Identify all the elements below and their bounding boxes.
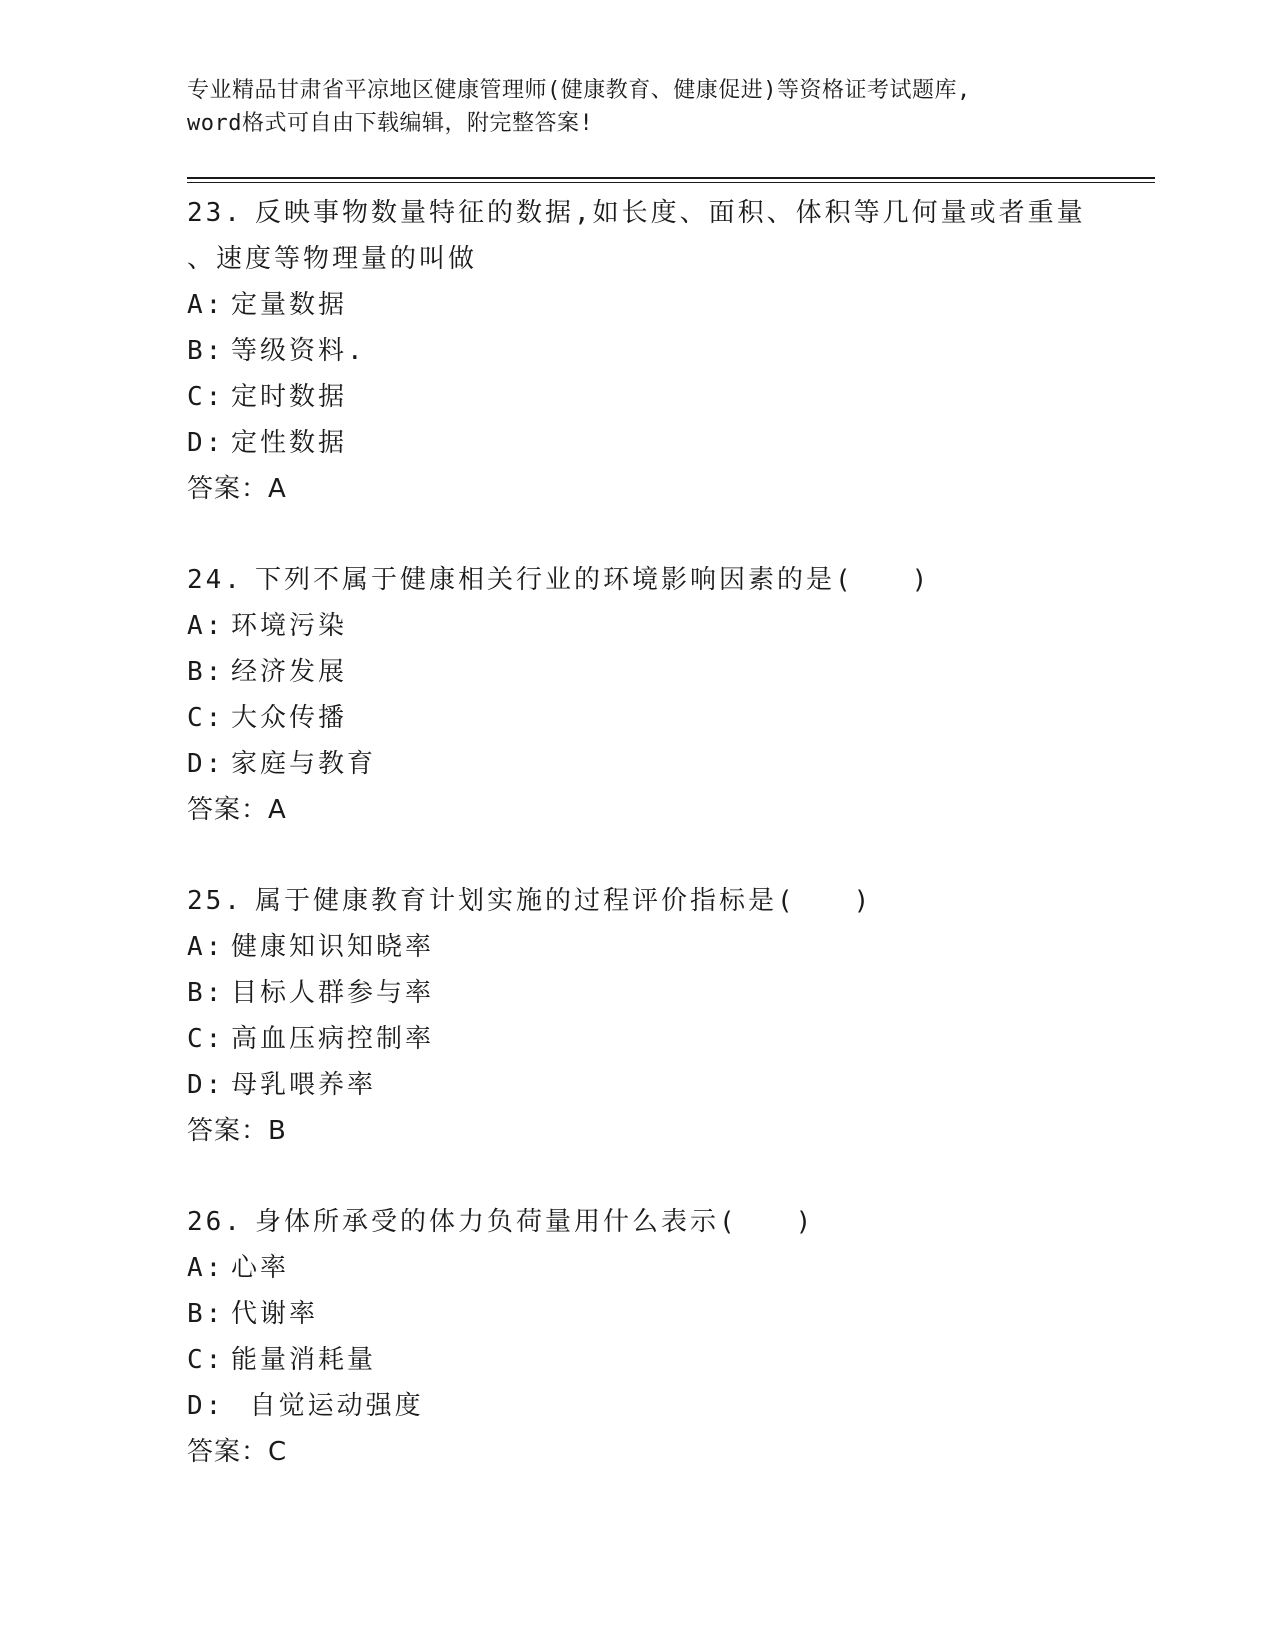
option-text: 高血压病控制率: [231, 1024, 435, 1054]
option-b: [187, 1291, 1155, 1337]
answer-label: 答案：: [187, 795, 269, 825]
option-letter: A:: [187, 1253, 225, 1283]
question-stem-line-2: 、速度等物理量的叫做: [187, 244, 478, 274]
question-number: 23.: [187, 198, 243, 228]
option-text: 经济发展: [231, 657, 348, 687]
answer-line: [187, 1429, 1155, 1475]
option-text: 环境污染: [231, 611, 348, 641]
option-letter: B:: [187, 1299, 225, 1329]
option-letter: B:: [187, 336, 225, 366]
option-a: [187, 924, 1155, 970]
question-list: [187, 190, 1155, 1520]
question-23: [187, 190, 1155, 512]
option-text: 健康知识知晓率: [231, 932, 435, 962]
document-header: [187, 74, 1087, 140]
option-text: 家庭与教育: [231, 749, 377, 779]
option-text: 定量数据: [231, 290, 348, 320]
option-text: 目标人群参与率: [231, 978, 435, 1008]
option-text: 代谢率: [231, 1299, 319, 1329]
option-d: [187, 1383, 1155, 1429]
answer-value: A: [268, 474, 287, 504]
option-d: [187, 741, 1155, 787]
option-letter: C:: [187, 382, 225, 412]
option-d: [187, 1062, 1155, 1108]
option-letter: B:: [187, 978, 225, 1008]
question-text: [187, 878, 1155, 924]
question-stem-line-1: 身体所承受的体力负荷量用什么表示( ): [254, 1207, 815, 1237]
question-26: [187, 1199, 1155, 1475]
option-a: [187, 282, 1155, 328]
question-stem-line-1: 反映事物数量特征的数据,如长度、面积、体积等几何量或者重量: [254, 198, 1086, 228]
option-text: 定时数据: [231, 382, 348, 412]
option-letter: D:: [187, 428, 225, 458]
option-letter: C:: [187, 1024, 225, 1054]
answer-label: 答案：: [187, 474, 269, 504]
option-c: [187, 1016, 1155, 1062]
question-text: [187, 557, 1155, 603]
header-divider: [187, 177, 1155, 183]
answer-label: 答案：: [187, 1116, 269, 1146]
option-b: [187, 328, 1155, 374]
option-c: [187, 1337, 1155, 1383]
option-b: [187, 649, 1155, 695]
option-text: 等级资料.: [231, 336, 366, 366]
option-letter: A:: [187, 932, 225, 962]
header-line-2: word格式可自由下载编辑，附完整答案!: [187, 111, 594, 136]
option-d: [187, 420, 1155, 466]
answer-value: B: [268, 1116, 287, 1146]
option-letter: C:: [187, 703, 225, 733]
option-letter: C:: [187, 1345, 225, 1375]
answer-value: A: [268, 795, 287, 825]
answer-line: [187, 1108, 1155, 1154]
question-24: [187, 557, 1155, 833]
question-stem-line-1: 属于健康教育计划实施的过程评价指标是( ): [254, 886, 873, 916]
option-letter: D:: [187, 1391, 225, 1421]
question-number: 24.: [187, 565, 243, 595]
answer-value: C: [268, 1437, 288, 1467]
option-text: 能量消耗量: [231, 1345, 377, 1375]
option-letter: B:: [187, 657, 225, 687]
option-a: [187, 603, 1155, 649]
option-b: [187, 970, 1155, 1016]
option-letter: D:: [187, 1070, 225, 1100]
option-text: 大众传播: [231, 703, 348, 733]
answer-line: [187, 787, 1155, 833]
answer-label: 答案：: [187, 1437, 269, 1467]
answer-line: [187, 466, 1155, 512]
option-a: [187, 1245, 1155, 1291]
option-c: [187, 695, 1155, 741]
option-letter: D:: [187, 749, 225, 779]
question-text: [187, 190, 1155, 236]
option-letter: A:: [187, 290, 225, 320]
option-text: 定性数据: [231, 428, 348, 458]
question-number: 25.: [187, 886, 243, 916]
question-text: [187, 1199, 1155, 1245]
question-number: 26.: [187, 1207, 243, 1237]
option-text: 母乳喂养率: [231, 1070, 377, 1100]
question-stem-line-1: 下列不属于健康相关行业的环境影响因素的是( ): [254, 565, 931, 595]
option-c: [187, 374, 1155, 420]
question-25: [187, 878, 1155, 1154]
option-text: 心率: [231, 1253, 290, 1283]
header-line-1: 专业精品甘肃省平凉地区健康管理师(健康教育、健康促进)等资格证考试题库,: [187, 78, 971, 103]
option-text: 自觉运动强度: [231, 1391, 424, 1421]
option-letter: A:: [187, 611, 225, 641]
